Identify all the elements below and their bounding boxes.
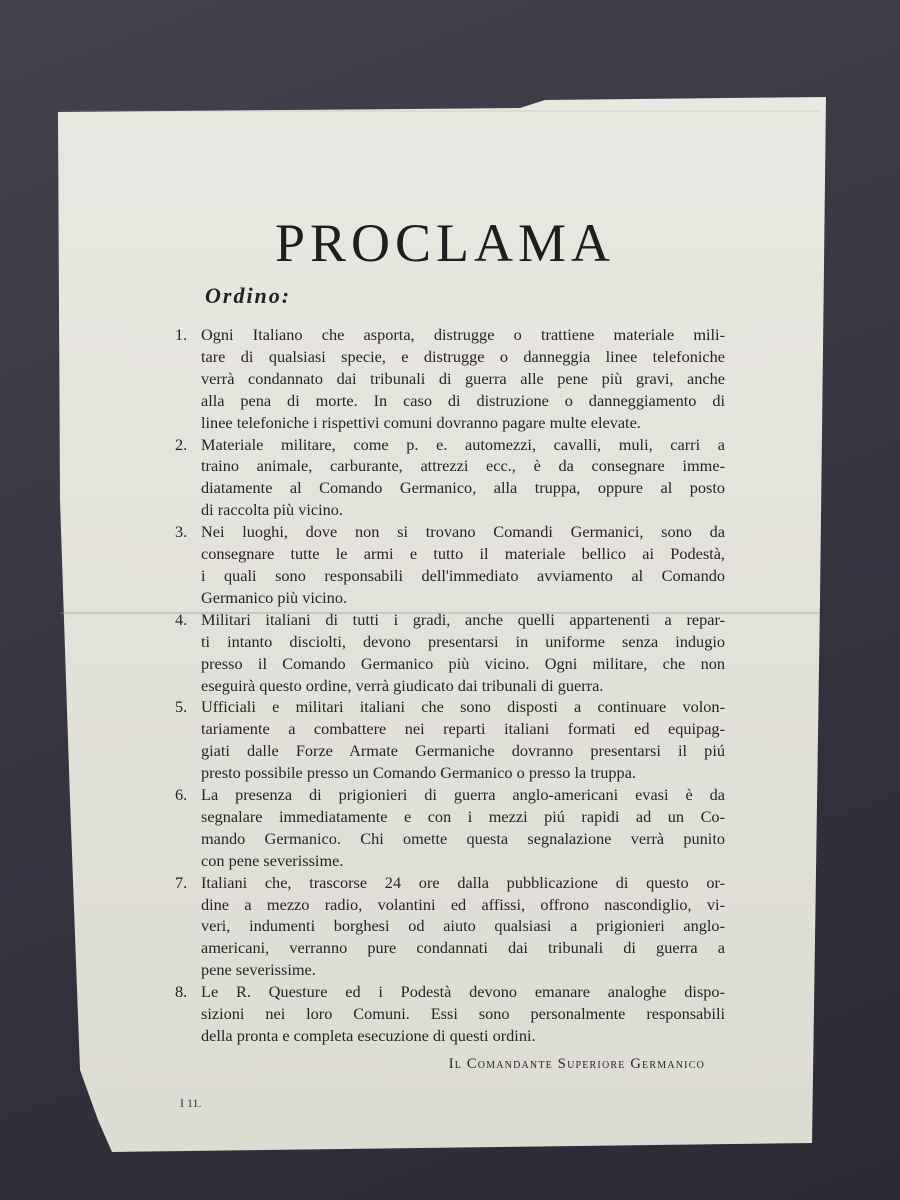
order-text-line: della pronta e completa esecuzione di questi ordini. <box>201 1026 536 1045</box>
order-item <box>175 696 725 784</box>
order-number: 7. <box>175 872 188 892</box>
order-text-line: con pene severissime. <box>201 850 344 870</box>
fold-line <box>60 110 820 112</box>
order-text-line: Ufficiali e militari italiani che sono disposti a continuare volon- <box>201 697 725 717</box>
order-text-line: i quali sono responsabili dell'immediato avviamento al Comando <box>201 565 725 585</box>
order-number: 8. <box>175 982 188 1002</box>
document-subtitle: Ordino: <box>205 283 292 308</box>
order-text-line: traino animale, carburante, attrezzi ecc., è da consegnare imme- <box>201 456 725 476</box>
order-text-line: di raccolta più vicino. <box>201 500 343 520</box>
order-text-line: consegnare tutte le armi e tutto il materiale bellico ai Podestà, <box>201 544 725 564</box>
order-text-line: linee telefoniche i rispettivi comuni dovranno pagare multe elevate. <box>201 412 641 432</box>
order-list <box>175 324 725 1047</box>
order-number: 1. <box>175 325 188 344</box>
order-text-line: sizioni nei loro Comuni. Essi sono personalmente responsabili <box>201 1004 725 1024</box>
order-number: 2. <box>175 434 188 454</box>
order-text-line: Militari italiani di tutti i gradi, anche quelli appartenenti a repar- <box>201 609 725 629</box>
order-text-line: verrà condannato dai tribunali di guerra alle pene più gravi, anche <box>201 368 725 388</box>
order-item <box>175 872 725 982</box>
order-number: 6. <box>175 785 188 805</box>
order-text-line: dine a mezzo radio, volantini ed affissi, offrono nascondiglio, vi- <box>201 894 725 914</box>
order-item <box>175 434 725 522</box>
order-text-line: ti intanto disciolti, devono presentarsi in uniforme senza indugio <box>201 631 725 651</box>
order-text-line: giati dalle Forze Armate Germaniche dovranno presentarsi il piú <box>201 741 725 761</box>
order-item <box>175 609 725 697</box>
order-item <box>175 981 725 1047</box>
order-text-line: Materiale militare, come p. e. automezzi, cavalli, muli, carri a <box>201 434 725 454</box>
order-text-line: veri, indumenti borghesi od aiuto qualsiasi a prigionieri anglo- <box>201 916 725 936</box>
order-text-line: americani, verranno pure condannati dai tribunali di guerra a <box>201 938 725 958</box>
order-text-line: presso il Comando Germanico più vicino. Ogni militare, che non <box>201 653 725 673</box>
order-text-line: Nei luoghi, dove non si trovano Comandi Germanici, sono da <box>201 522 725 542</box>
order-number: 4. <box>175 609 188 629</box>
order-item <box>175 324 725 434</box>
signature: Il Comandante Superiore Germanico <box>448 1056 705 1072</box>
order-item <box>175 784 725 872</box>
order-text-line: diatamente al Comando Germanico, alla truppa, oppure al posto <box>201 478 725 498</box>
order-text-line: alla pena di morte. In caso di distruzione o danneggiamento di <box>201 390 725 410</box>
order-text-line: La presenza di prigionieri di guerra anglo-americani evasi è da <box>201 785 725 805</box>
order-text-line: segnalare immediatamente e con i mezzi piú rapidi ad un Co- <box>201 806 725 826</box>
order-text-line: mando Germanico. Chi omette questa segnalazione verrà punito <box>201 828 725 848</box>
printer-mark: I 11. <box>180 1096 202 1110</box>
order-text-line: Ogni Italiano che asporta, distrugge o trattiene materiale mili- <box>201 325 725 344</box>
order-text-line: tare di qualsiasi specie, e distrugge o danneggia linee telefoniche <box>201 346 725 366</box>
order-text-line: eseguirà questo ordine, verrà giudicato dai tribunali di guerra. <box>201 675 604 695</box>
order-number: 3. <box>175 522 188 542</box>
order-number: 5. <box>175 697 188 717</box>
document-title: PROCLAMA <box>274 213 616 273</box>
order-text-line: presto possibile presso un Comando Germanico o presso la truppa. <box>201 763 636 783</box>
order-text-line: Italiani che, trascorse 24 ore dalla pubblicazione di questo or- <box>201 872 725 892</box>
order-text-line: Germanico più vicino. <box>201 587 348 607</box>
order-text-line: tariamente a combattere nei reparti italiani formati ed equipag- <box>201 719 725 739</box>
order-text-line: Le R. Questure ed i Podestà devono emanare analoghe dispo- <box>201 982 725 1002</box>
order-item <box>175 521 725 609</box>
order-text-line: pene severissime. <box>201 960 316 980</box>
